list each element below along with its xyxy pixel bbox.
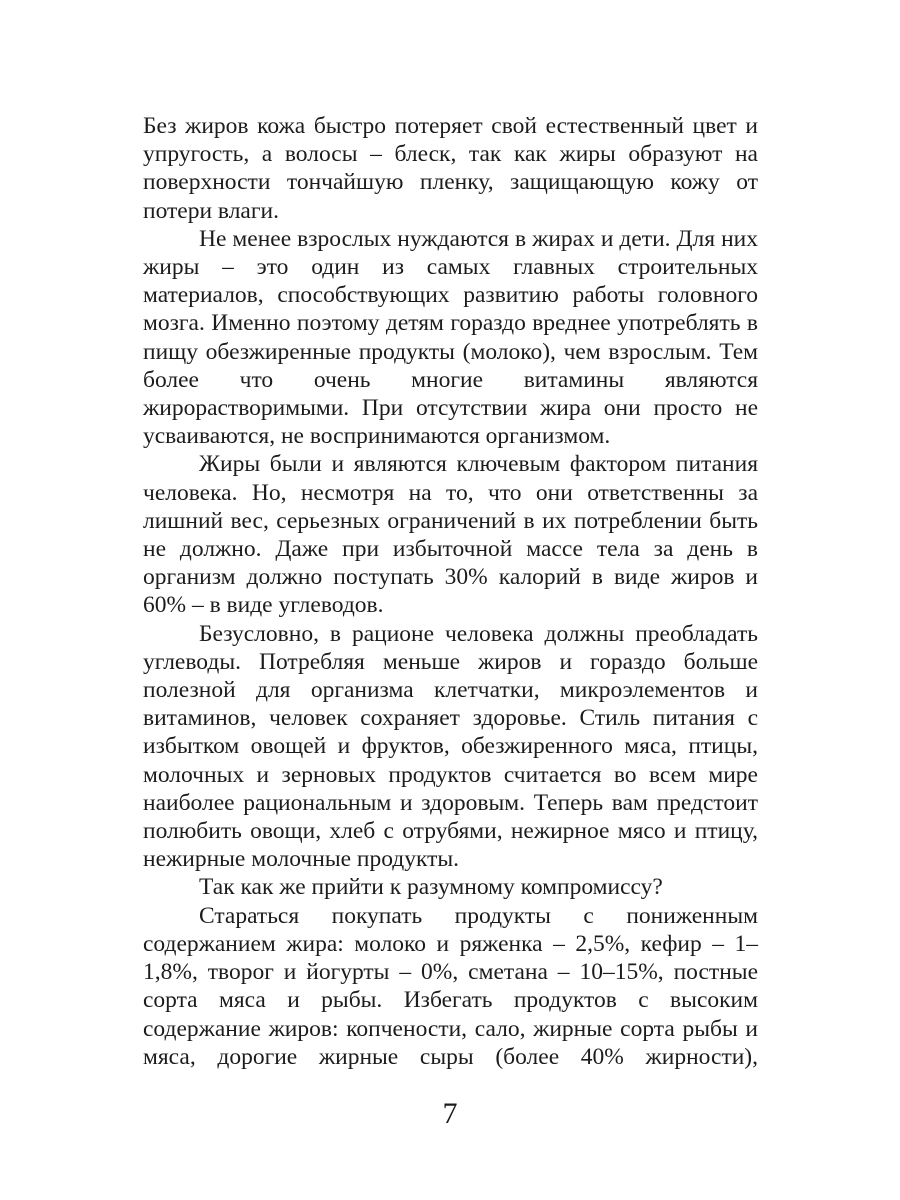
paragraph-children-fats: Не менее взрослых нуждаются в жирах и дети. Для них жиры – это один из самых главных строительных материалов, способствующих развитию работы головного мозга. Именно поэтому детям гораздо вреднее употреблять в пищу обезжиренные продукты (молоко), чем взрослым. Тем более что очень многие витамины являются жирорастворимыми. При отсутствии жира они просто не усваиваются, не воспринимаются организмом. [143,225,758,450]
paragraph-carbohydrates: Безусловно, в рационе человека должны преобладать углеводы. Потребляя меньше жиров и гораздо больше полезной для организма клетчатки, микроэлементов и витаминов, человек сохраняет здоровье. Стиль питания с избытком овощей и фруктов, обезжиренного мяса, птицы, молочных и зерновых продуктов считается во всем мире наиболее рациональным и здоровым. Теперь вам предстоит полюбить овощи, хлеб с отрубями, нежирное мясо и птицу, нежирные молочные продукты. [143,620,758,873]
paragraph-fats-key-factor: Жиры были и являются ключевым фактором питания человека. Но, несмотря на то, что они ответственны за лишний вес, серьезных ограничений в их потреблении быть не должно. Даже при избыточной массе тела за день в организм должно поступать 30% калорий в виде жиров и 60% – в виде углеводов. [143,451,758,619]
page-number: 7 [442,1097,458,1130]
paragraph-compromise-question: Так как же прийти к разумному компромиссу? [199,874,663,901]
body-text [143,112,758,1071]
paragraph-skin-hair: Без жиров кожа быстро потеряет свой естественный цвет и упругость, а волосы – блеск, так как жиры образуют на поверхности тончайшую пленку, защищающую кожу от потери влаги. [143,113,758,224]
paragraph-low-fat-products: Стараться покупать продукты с пониженным содержанием жира: молоко и ряженка – 2,5%, кефир – 1–1,8%, творог и йогурты – 0%, сметана – 10–15%, постные сорта мяса и рыбы. Избегать продуктов с высоким содержание жиров: копчености, сало, жирные сорта рыбы и мяса, дорогие жирные сыры (более 40% жирности), [143,902,758,1070]
